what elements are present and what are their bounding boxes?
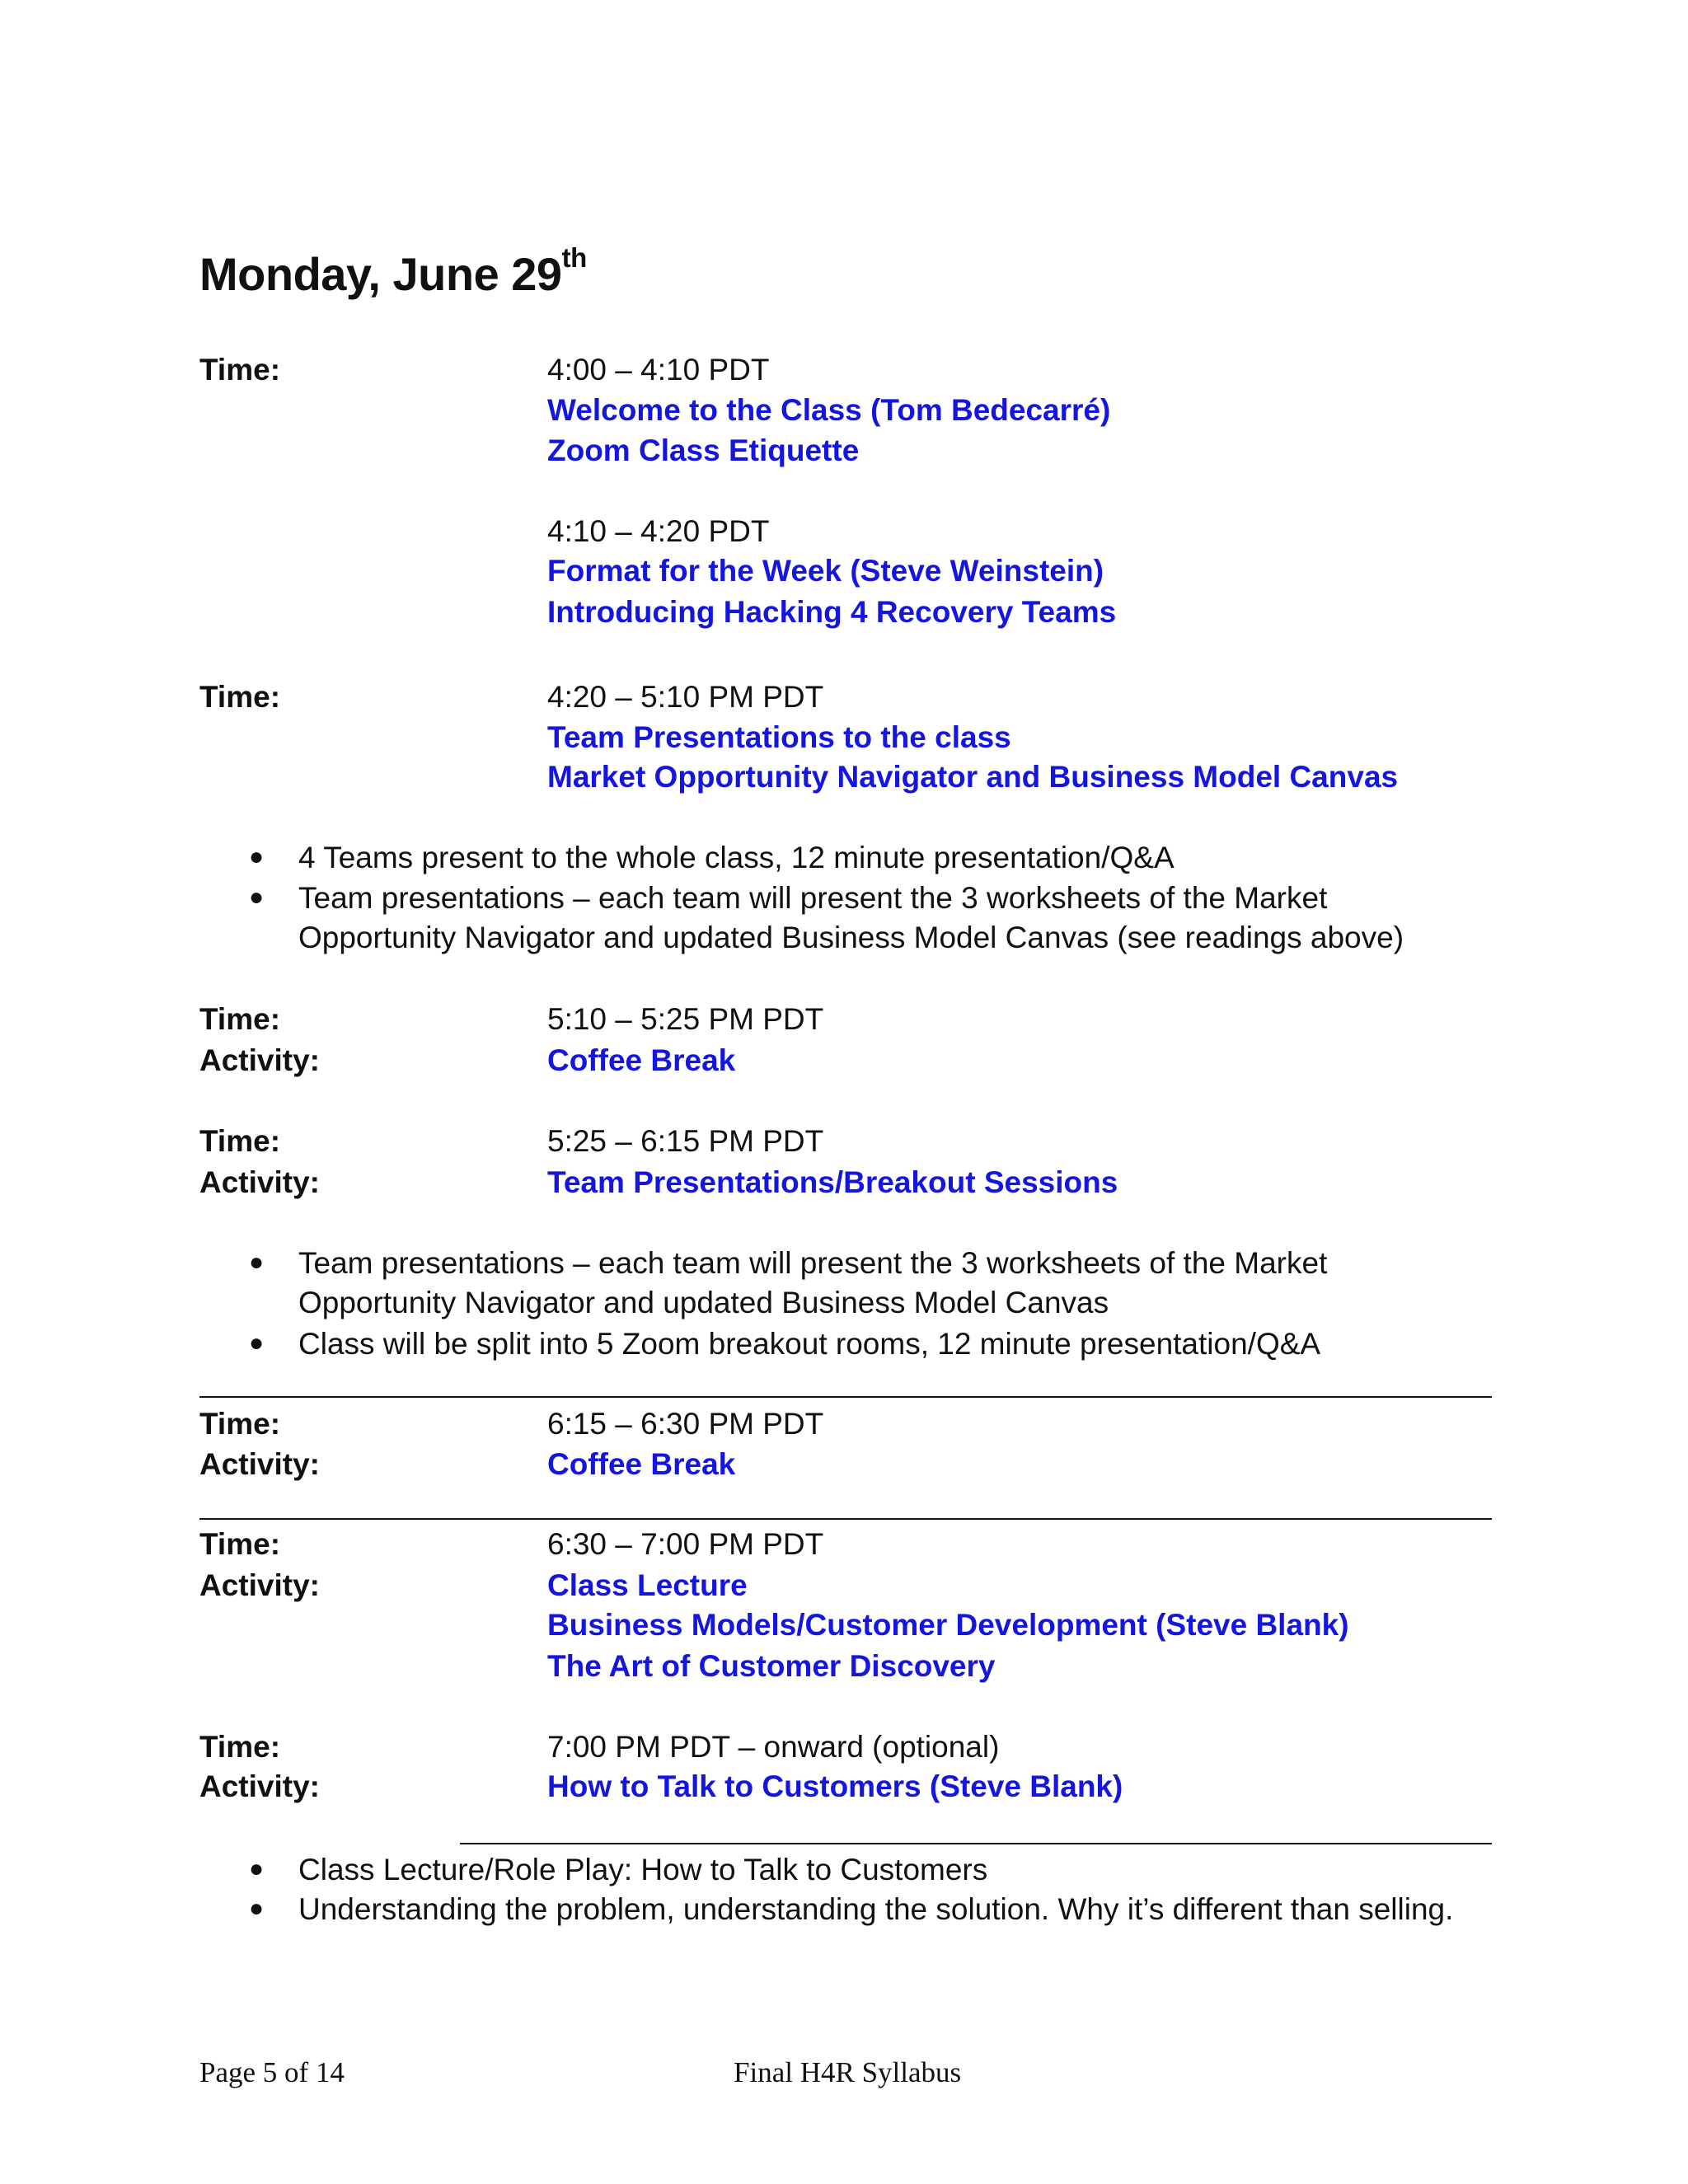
time-value: 5:25 – 6:15 PM PDT xyxy=(547,1124,824,1158)
time-label: Time: xyxy=(199,1407,281,1441)
session-title: Welcome to the Class (Tom Bedecarré) xyxy=(547,393,1111,427)
heading-text: Monday, June 29 xyxy=(199,248,562,300)
session-title: Team Presentations to the class xyxy=(547,720,1011,754)
activity-label: Activity: xyxy=(199,1447,320,1481)
bullet-text: Class Lecture/Role Play: How to Talk to Customers xyxy=(298,1853,988,1886)
session-title: Team Presentations/Breakout Sessions xyxy=(547,1165,1118,1199)
session-title: How to Talk to Customers (Steve Blank) xyxy=(547,1769,1123,1803)
session-title: The Art of Customer Discovery xyxy=(547,1649,996,1683)
session-title: Zoom Class Etiquette xyxy=(547,434,860,467)
horizontal-rule xyxy=(199,1518,1492,1520)
bullet-icon: ● xyxy=(249,883,265,911)
time-value: 6:15 – 6:30 PM PDT xyxy=(547,1407,824,1441)
activity-label: Activity: xyxy=(199,1165,320,1199)
bullet-text: Team presentations – each team will present the 3 worksheets of the Market xyxy=(298,1246,1328,1280)
session-title: Market Opportunity Navigator and Business Model Canvas xyxy=(547,760,1399,794)
time-label: Time: xyxy=(199,353,281,387)
session-title: Class Lecture xyxy=(547,1568,748,1602)
bullet-icon: ● xyxy=(249,1249,265,1276)
time-label: Time: xyxy=(199,1527,281,1561)
time-label: Time: xyxy=(199,1730,281,1764)
bullet-text-continued: Opportunity Navigator and updated Business Model Canvas (see readings above) xyxy=(298,921,1404,954)
page-number: Page 5 of 14 xyxy=(199,2056,345,2088)
time-label: Time: xyxy=(199,1124,281,1158)
page-heading xyxy=(199,242,587,301)
bullet-text: Understanding the problem, understanding the solution. Why it’s different than selling. xyxy=(298,1892,1454,1926)
bullet-text: 4 Teams present to the whole class, 12 minute presentation/Q&A xyxy=(298,841,1175,874)
time-value: 4:20 – 5:10 PM PDT xyxy=(547,680,824,714)
bullet-icon: ● xyxy=(249,843,265,870)
bullet-text: Class will be split into 5 Zoom breakout rooms, 12 minute presentation/Q&A xyxy=(298,1327,1321,1361)
horizontal-rule xyxy=(199,1396,1492,1398)
session-title: Coffee Break xyxy=(547,1447,736,1481)
time-label: Time: xyxy=(199,680,281,714)
heading-superscript: th xyxy=(561,242,587,273)
footer-title: Final H4R Syllabus xyxy=(734,2056,962,2088)
bullet-icon: ● xyxy=(249,1895,265,1922)
session-title: Format for the Week (Steve Weinstein) xyxy=(547,554,1104,588)
time-value: 6:30 – 7:00 PM PDT xyxy=(547,1527,824,1561)
bullet-icon: ● xyxy=(249,1329,265,1357)
activity-label: Activity: xyxy=(199,1043,320,1077)
session-title: Business Models/Customer Development (Steve Blank) xyxy=(547,1608,1349,1642)
time-value: 4:00 – 4:10 PDT xyxy=(547,353,770,387)
time-value: 4:10 – 4:20 PDT xyxy=(547,514,770,548)
activity-label: Activity: xyxy=(199,1769,320,1803)
session-title: Coffee Break xyxy=(547,1043,736,1077)
bullet-text: Team presentations – each team will present the 3 worksheets of the Market xyxy=(298,881,1328,915)
bullet-icon: ● xyxy=(249,1855,265,1882)
time-label: Time: xyxy=(199,1002,281,1036)
session-title: Introducing Hacking 4 Recovery Teams xyxy=(547,595,1117,629)
horizontal-rule xyxy=(460,1843,1492,1844)
time-value: 7:00 PM PDT – onward (optional) xyxy=(547,1730,1000,1764)
activity-label: Activity: xyxy=(199,1568,320,1602)
time-value: 5:10 – 5:25 PM PDT xyxy=(547,1002,824,1036)
bullet-text-continued: Opportunity Navigator and updated Business Model Canvas xyxy=(298,1286,1109,1319)
